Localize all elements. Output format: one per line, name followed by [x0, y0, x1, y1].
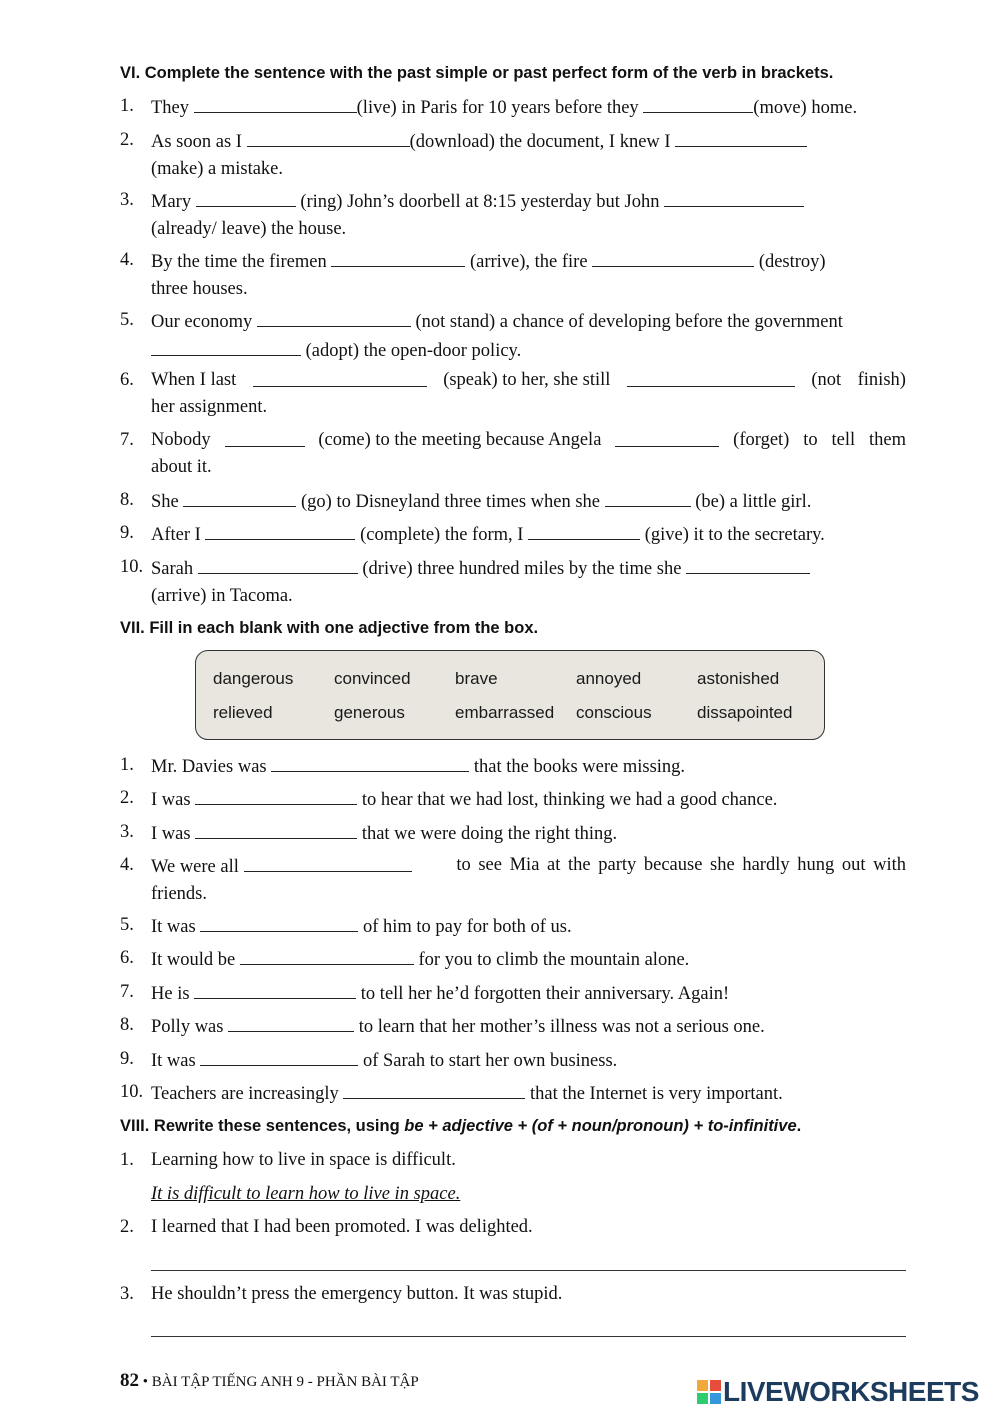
s7-item-8: 8. Polly was to learn that her mother’s illness was not a serious one.: [120, 1012, 906, 1041]
item-number: 3.: [120, 1284, 134, 1304]
s6-item-3: 3. Mary (ring) John’s doorbell at 8:15 yesterday but John (already/ leave) the house.: [120, 187, 906, 242]
word-option[interactable]: generous: [334, 703, 405, 722]
s6-item-4: 4. By the time the firemen (arrive), the fire (destroy) three houses.: [120, 247, 906, 302]
answer-blank[interactable]: [615, 427, 719, 447]
answer-blank[interactable]: [253, 367, 427, 387]
item-number: 4.: [120, 250, 134, 270]
liveworksheets-logo: [697, 1375, 997, 1409]
item-number: 6.: [120, 370, 134, 390]
answer-blank[interactable]: [196, 187, 296, 207]
footer-bullet: •: [142, 1374, 149, 1390]
answer-blank[interactable]: [200, 1046, 358, 1066]
item-number: 3.: [120, 822, 134, 842]
s7-item-9: 9. It was of Sarah to start her own business.: [120, 1046, 906, 1075]
word-option[interactable]: conscious: [576, 703, 652, 722]
answer-blank[interactable]: [151, 336, 301, 356]
answer-blank[interactable]: [592, 247, 754, 267]
answer-blank[interactable]: [194, 93, 357, 113]
item-number: 9.: [120, 523, 134, 543]
answer-blank[interactable]: [257, 307, 411, 327]
s7-item-6: 6. It would be for you to climb the mountain alone.: [120, 945, 906, 974]
item-number: 1.: [120, 755, 134, 775]
answer-blank[interactable]: [247, 127, 410, 147]
s6-item-6: 6. When I last (speak) to her, she still (not finish) her assignment.: [120, 367, 906, 420]
s7-item-7: 7. He is to tell her he’d forgotten their anniversary. Again!: [120, 979, 906, 1008]
section-8-heading: VIII. Rewrite these sentences, using be + adjective + (of + noun/pronoun) + to-infinitive.: [120, 1117, 802, 1135]
answer-blank[interactable]: [195, 819, 357, 839]
page-number: 82: [120, 1370, 139, 1391]
answer-blank[interactable]: [205, 520, 355, 540]
answer-blank[interactable]: [198, 554, 358, 574]
answer-blank[interactable]: [244, 852, 412, 872]
answer-blank[interactable]: [200, 912, 358, 932]
s7-item-2: 2. I was to hear that we had lost, thinking we had a good chance.: [120, 785, 906, 814]
adjective-word-box: [195, 650, 825, 740]
word-option[interactable]: brave: [455, 669, 498, 688]
s7-item-10: 10. Teachers are increasingly that the Internet is very important.: [120, 1079, 906, 1108]
page-footer: [120, 1370, 419, 1392]
item-number: 9.: [120, 1049, 134, 1069]
answer-blank[interactable]: [271, 752, 469, 772]
answer-line[interactable]: [151, 1336, 906, 1337]
word-option[interactable]: dissapointed: [697, 703, 793, 722]
word-option[interactable]: relieved: [213, 703, 273, 722]
answer-blank[interactable]: [195, 785, 357, 805]
example-answer: It is difficult to learn how to live in space.: [151, 1184, 461, 1204]
s6-item-7: 7. Nobody (come) to the meeting because Angela (forget) to tell them about it.: [120, 427, 906, 480]
section-7-heading: VII. Fill in each blank with one adjective from the box.: [120, 619, 539, 637]
s6-item-1: 1. They (live) in Paris for 10 years before they (move) home.: [120, 93, 906, 122]
item-number: 3.: [120, 190, 134, 210]
item-number: 1.: [120, 1150, 134, 1170]
answer-blank[interactable]: [194, 979, 356, 999]
word-option[interactable]: convinced: [334, 669, 411, 688]
answer-blank[interactable]: [240, 945, 414, 965]
answer-blank[interactable]: [627, 367, 795, 387]
answer-blank[interactable]: [228, 1012, 354, 1032]
s6-item-5: 5. Our economy (not stand) a chance of developing before the government (adopt) the open-door policy.: [120, 307, 906, 364]
item-number: 2.: [120, 130, 134, 150]
s7-item-5: 5. It was of him to pay for both of us.: [120, 912, 906, 941]
answer-blank[interactable]: [528, 520, 640, 540]
item-number: 8.: [120, 1015, 134, 1035]
word-option[interactable]: embarrassed: [455, 703, 555, 722]
s6-item-2: 2. As soon as I (download) the document, I knew I (make) a mistake.: [120, 127, 906, 182]
answer-blank[interactable]: [605, 487, 691, 507]
item-number: 7.: [120, 430, 134, 450]
item-number: 10.: [120, 1082, 144, 1102]
section-6-heading: VI. Complete the sentence with the past simple or past perfect form of the verb in brackets.: [120, 64, 834, 82]
item-number: 2.: [120, 788, 134, 808]
s6-item-9: 9. After I (complete) the form, I (give) it to the secretary.: [120, 520, 906, 549]
item-number: 7.: [120, 982, 134, 1002]
s7-item-1: 1. Mr. Davies was that the books were missing.: [120, 752, 906, 781]
answer-blank[interactable]: [343, 1079, 525, 1099]
item-number: 10.: [120, 557, 144, 577]
s8-item-1-answer: [120, 1181, 906, 1208]
answer-blank[interactable]: [686, 554, 810, 574]
s6-item-8: 8. She (go) to Disneyland three times when she (be) a little girl.: [120, 487, 906, 516]
answer-blank[interactable]: [664, 187, 804, 207]
item-number: 2.: [120, 1217, 134, 1237]
book-title: BÀI TẬP TIẾNG ANH 9 - PHẦN BÀI TẬP: [151, 1374, 419, 1390]
item-number: 6.: [120, 948, 134, 968]
answer-blank[interactable]: [225, 427, 305, 447]
word-option[interactable]: annoyed: [576, 669, 642, 688]
answer-blank[interactable]: [183, 487, 296, 507]
answer-blank[interactable]: [331, 247, 465, 267]
item-number: 1.: [120, 96, 134, 116]
item-number: 5.: [120, 915, 134, 935]
s7-item-4: 4. We were all to see Mia at the party because she hardly hung out with friends.: [120, 852, 906, 907]
liveworksheets-logo-icon: [697, 1380, 721, 1404]
word-option[interactable]: astonished: [697, 669, 780, 688]
s7-item-3: 3. I was that we were doing the right thing.: [120, 819, 906, 848]
item-number: 4.: [120, 855, 134, 875]
answer-blank[interactable]: [643, 93, 753, 113]
s8-item-2: 2. I learned that I had been promoted. I was delighted.: [120, 1214, 906, 1241]
s8-item-1: 1. Learning how to live in space is difficult.: [120, 1147, 906, 1174]
s8-item-3: 3. He shouldn’t press the emergency button. It was stupid.: [120, 1281, 906, 1308]
item-number: 8.: [120, 490, 134, 510]
answer-line[interactable]: [151, 1270, 906, 1271]
item-number: 5.: [120, 310, 134, 330]
answer-blank[interactable]: [675, 127, 807, 147]
s6-item-10: 10. Sarah (drive) three hundred miles by the time she (arrive) in Tacoma.: [120, 554, 906, 609]
word-option[interactable]: dangerous: [213, 669, 294, 688]
logo-text: LIVEWORKSHEETS: [723, 1376, 979, 1407]
